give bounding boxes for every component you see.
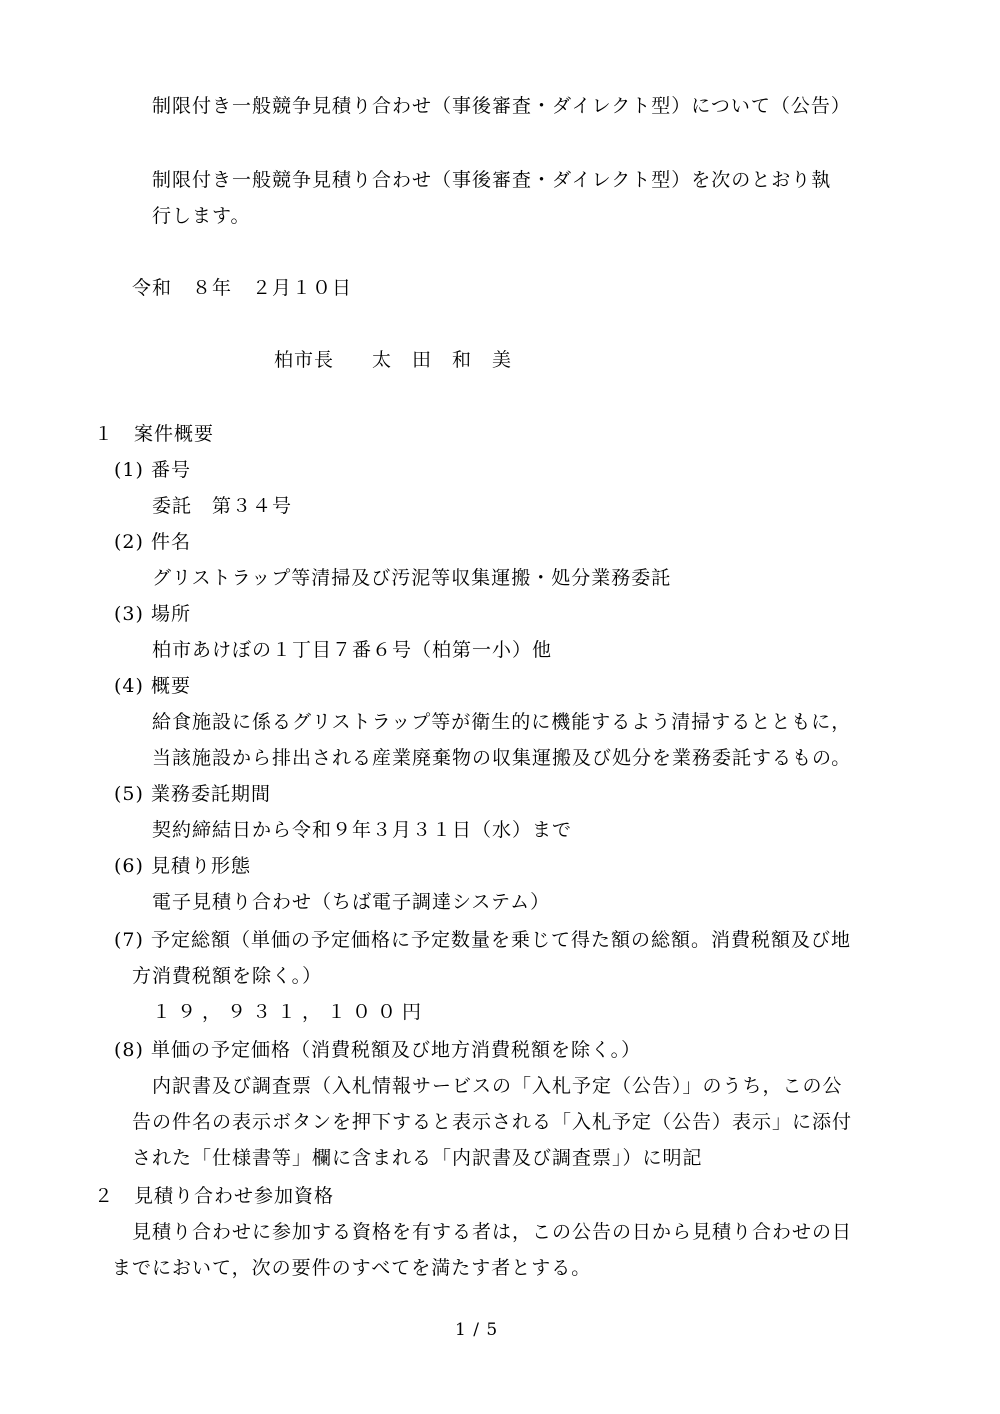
page-number: 1 / 5 — [455, 1320, 499, 1340]
item-3-text: 柏市あけぼの１丁目７番６号（柏第一小）他 — [152, 639, 553, 661]
item-4-text-1: 給食施設に係るグリストラップ等が衛生的に機能するよう清掃するとともに， — [152, 711, 852, 733]
intro-line-2: 行します。 — [152, 205, 251, 227]
item-2-text: グリストラップ等清掃及び汚泥等収集運搬・処分業務委託 — [152, 567, 672, 589]
item-6-text: 電子見積り合わせ（ちば電子調達システム） — [152, 891, 551, 913]
item-1-label: (1) 番号 — [114, 459, 191, 481]
item-7-amount: １９，９３１，１００円 — [152, 1001, 428, 1023]
item-5-label: (5) 業務委託期間 — [114, 783, 271, 805]
item-8-text-2: 告の件名の表示ボタンを押下すると表示される「入札予定（公告）表示」に添付 — [132, 1111, 853, 1133]
item-5-text: 契約締結日から令和９年３月３１日（水）まで — [152, 819, 573, 841]
notice-date: 令和 ８年 ２月１０日 — [132, 277, 353, 299]
item-7-text-1: 方消費税額を除く。） — [132, 965, 323, 987]
page-title: 制限付き一般競争見積り合わせ（事後審査・ダイレクト型）について（公告） — [152, 95, 851, 117]
section-2-text-1: 見積り合わせに参加する資格を有する者は，この公告の日から見積り合わせの日 — [132, 1221, 853, 1243]
item-7-label: (7) 予定総額（単価の予定価格に予定数量を乗じて得た額の総額。消費税額及び地 — [114, 929, 851, 951]
item-3-label: (3) 場所 — [114, 603, 191, 625]
section-1-heading: １ 案件概要 — [94, 423, 215, 445]
intro-line-1: 制限付き一般競争見積り合わせ（事後審査・ダイレクト型）を次のとおり執 — [152, 169, 832, 191]
item-1-text: 委託 第３４号 — [152, 495, 293, 517]
section-2-text-2: までにおいて，次の要件のすべてを満たす者とする。 — [112, 1257, 592, 1279]
item-8-label: (8) 単価の予定価格（消費税額及び地方消費税額を除く。） — [114, 1039, 642, 1061]
item-4-text-2: 当該施設から排出される産業廃棄物の収集運搬及び処分を業務委託するもの。 — [152, 747, 852, 769]
item-8-text-3: された「仕様書等」欄に含まれる「内訳書及び調査票」）に明記 — [132, 1147, 703, 1169]
item-6-label: (6) 見積り形態 — [114, 855, 251, 877]
item-4-label: (4) 概要 — [114, 675, 191, 697]
section-2-heading: ２ 見積り合わせ参加資格 — [94, 1185, 335, 1207]
item-8-text-1: 内訳書及び調査票（入札情報サービスの「入札予定（公告）」のうち，この公 — [152, 1075, 843, 1097]
issuer-name: 太 田 和 美 — [372, 349, 513, 371]
item-2-label: (2) 件名 — [114, 531, 191, 553]
issuer-title: 柏市長 — [274, 349, 335, 371]
